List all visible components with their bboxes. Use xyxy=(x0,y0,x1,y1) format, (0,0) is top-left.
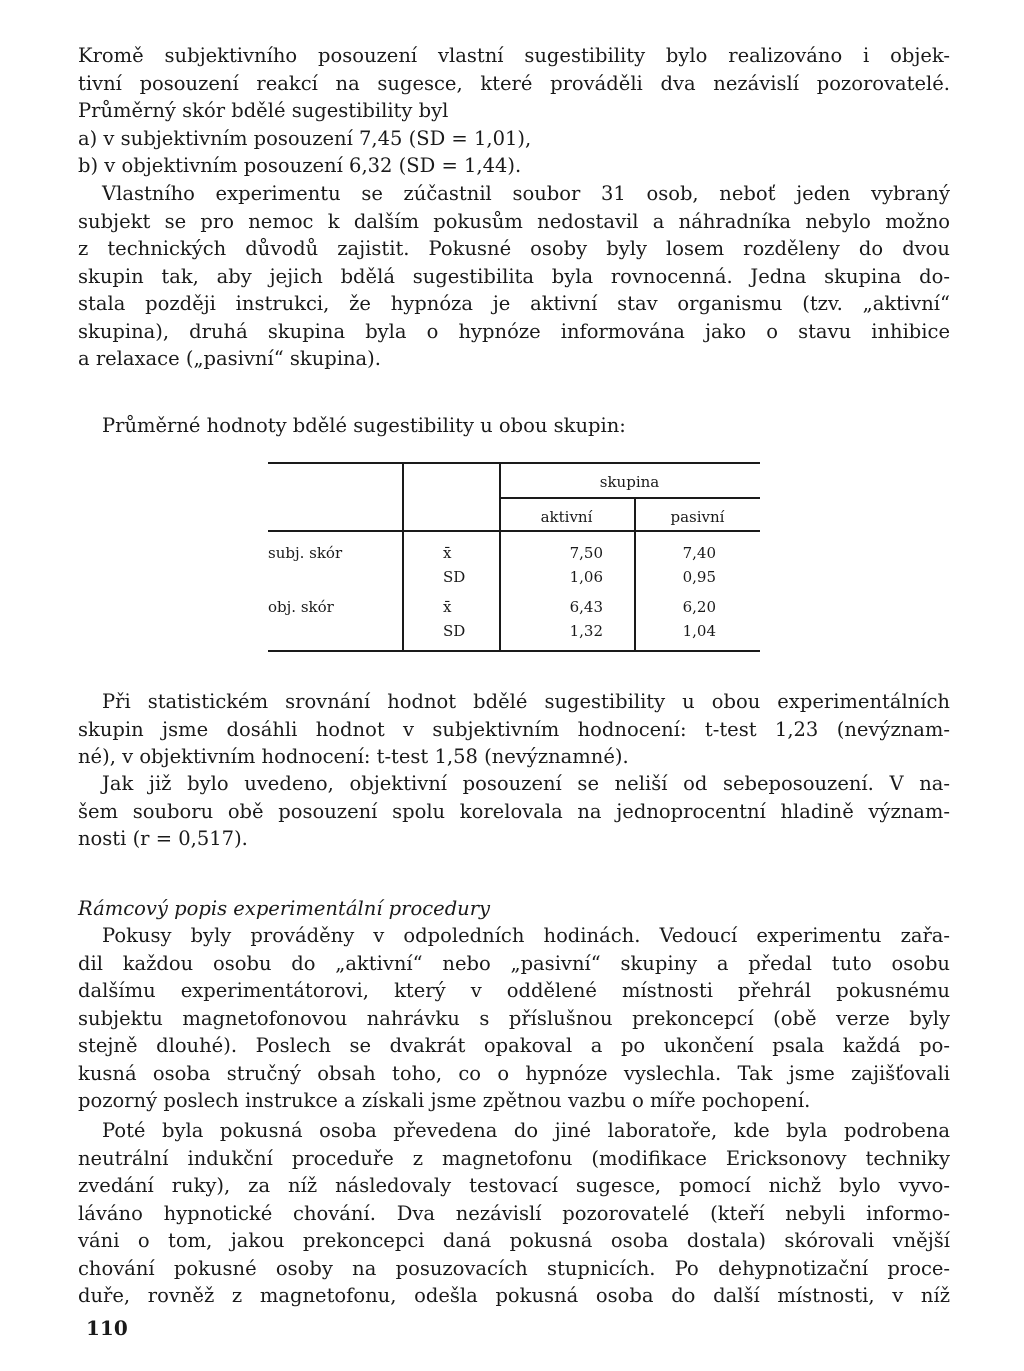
page-number: 110 xyxy=(86,1316,128,1340)
section-heading: Rámcový popis experimentální procedury xyxy=(78,897,491,920)
paragraph-laboratory xyxy=(78,1117,950,1310)
active-mean-value: 6,43 xyxy=(569,598,603,616)
text-line: Vlastního experimentu se zúčastnil soubor 31 osob, neboť jeden vybraný xyxy=(102,182,950,205)
column-divider xyxy=(402,462,404,652)
text-line: dalšímu experimentátorovi, který v oddělené místnosti přehrál pokusnému xyxy=(78,979,950,1002)
text-line: neutrální indukční proceduře z magnetofonu (modifikace Ericksonovy techniky xyxy=(78,1146,950,1170)
text-line: b) v objektivním posouzení 6,32 (SD = 1,44). xyxy=(78,154,522,177)
active-mean-value: 7,50 xyxy=(569,544,603,562)
passive-mean-value: 6,20 xyxy=(682,598,716,616)
text-line: a) v subjektivním posouzení 7,45 (SD = 1,01), xyxy=(78,126,532,150)
text-line: subjekt se pro nemoc k dalším pokusům nedostavil a náhradníka nebylo možno xyxy=(78,209,950,233)
text-line: Pokusy byly prováděny v odpoledních hodinách. Vedoucí experimentu zařa- xyxy=(102,924,950,947)
text-line: Poté byla pokusná osoba převedena do jiné laboratoře, kde byla podrobena xyxy=(102,1119,950,1142)
text-line: kusná osoba stručný obsah toho, co o hypnóze vyslechla. Tak jsme zajišťovali xyxy=(78,1061,950,1085)
text-line: né), v objektivním hodnocení: t-test 1,58 (nevýznamné). xyxy=(78,745,629,768)
passive-mean-value: 7,40 xyxy=(682,544,716,562)
row-label: obj. skór xyxy=(268,598,334,616)
text-line: dil každou osobu do „aktivní“ nebo „pasivní“ skupiny a předal tuto osobu xyxy=(78,951,950,975)
active-sd-value: 1,32 xyxy=(569,622,603,640)
mean-label: x̄ xyxy=(443,544,452,562)
passive-sd-value: 0,95 xyxy=(682,568,716,586)
sd-label: SD xyxy=(443,568,466,586)
text-line: chování pokusné osoby na posuzovacích stupnicích. Po dehypnotizační proce- xyxy=(78,1256,950,1280)
paragraph-comparison xyxy=(78,688,950,771)
text-line: nosti (r = 0,517). xyxy=(78,827,248,850)
paragraph-correlation xyxy=(78,770,950,853)
text-line: Průměrný skór bdělé sugestibility byl xyxy=(78,99,449,122)
column-header-passive: pasivní xyxy=(670,508,725,526)
group-header-rule xyxy=(499,497,760,499)
paragraph-intro xyxy=(78,42,950,180)
text-line: z technických důvodů zajistit. Pokusné osoby byly losem rozděleny do dvou xyxy=(78,237,950,260)
text-line: stejně dlouhé). Poslech se dvakrát opakoval a po ukončení psala každá po- xyxy=(78,1034,950,1057)
text-line: láváno hypnotické chování. Dva nezávislí pozorovatelé (kteří nebyli informo- xyxy=(78,1201,950,1225)
text-line: zvedání ruky), za níž následovaly testovací sugesce, pomocí nichž bylo vyvo- xyxy=(78,1174,950,1197)
passive-sd-value: 1,04 xyxy=(682,622,716,640)
sd-label: SD xyxy=(443,622,466,640)
table-top-rule xyxy=(268,462,760,464)
text-line: Jak již bylo uvedeno, objektivní posouzení se neliší od sebeposouzení. V na- xyxy=(102,772,950,795)
text-line: duře, rovněž z magnetofonu, odešla pokusná osoba do další místnosti, v níž xyxy=(78,1284,950,1307)
statistics-table xyxy=(268,462,760,652)
table-bottom-rule xyxy=(268,650,760,652)
text-line: tivní posouzení reakcí na sugesce, které prováděli dva nezávislí pozorovatelé. xyxy=(78,71,950,95)
text-line: skupin tak, aby jejich bdělá sugestibilita byla rovnocenná. Jedna skupina do- xyxy=(78,264,950,288)
active-sd-value: 1,06 xyxy=(569,568,603,586)
text-line: skupin jsme dosáhli hodnot v subjektivním hodnocení: t-test 1,23 (nevýznam- xyxy=(78,717,950,741)
paragraph-experiment xyxy=(78,180,950,373)
text-line: subjektu magnetofonovou nahrávku s příslušnou prekoncepcí (obě verze byly xyxy=(78,1006,950,1030)
paragraph-procedure xyxy=(78,922,950,1115)
text-line: váni o tom, jakou prekoncepci daná pokusná osoba dostala) skórovali vnější xyxy=(78,1229,950,1252)
text-line: skupina), druhá skupina byla o hypnóze informována jako o stavu inhibice xyxy=(78,319,950,343)
group-header: skupina xyxy=(599,473,660,491)
mean-label: x̄ xyxy=(443,598,452,616)
column-header-active: aktivní xyxy=(540,508,593,526)
text-line: a relaxace („pasivní“ skupina). xyxy=(78,347,381,370)
table-caption: Průměrné hodnoty bdělé sugestibility u obou skupin: xyxy=(102,414,626,437)
text-line: Při statistickém srovnání hodnot bdělé sugestibility u obou experimentálních xyxy=(102,690,950,713)
row-label: subj. skór xyxy=(268,544,343,562)
text-line: stala později instrukci, že hypnóza je aktivní stav organismu (tzv. „aktivní“ xyxy=(78,292,950,315)
text-line: Kromě subjektivního posouzení vlastní sugestibility bylo realizováno i objek- xyxy=(78,44,950,67)
text-line: šem souboru obě posouzení spolu korelovala na jednoprocentní hladině význam- xyxy=(78,799,950,823)
text-line: pozorný poslech instrukce a získali jsme zpětnou vazbu o míře pochopení. xyxy=(78,1089,811,1112)
table-header-rule xyxy=(268,530,760,532)
